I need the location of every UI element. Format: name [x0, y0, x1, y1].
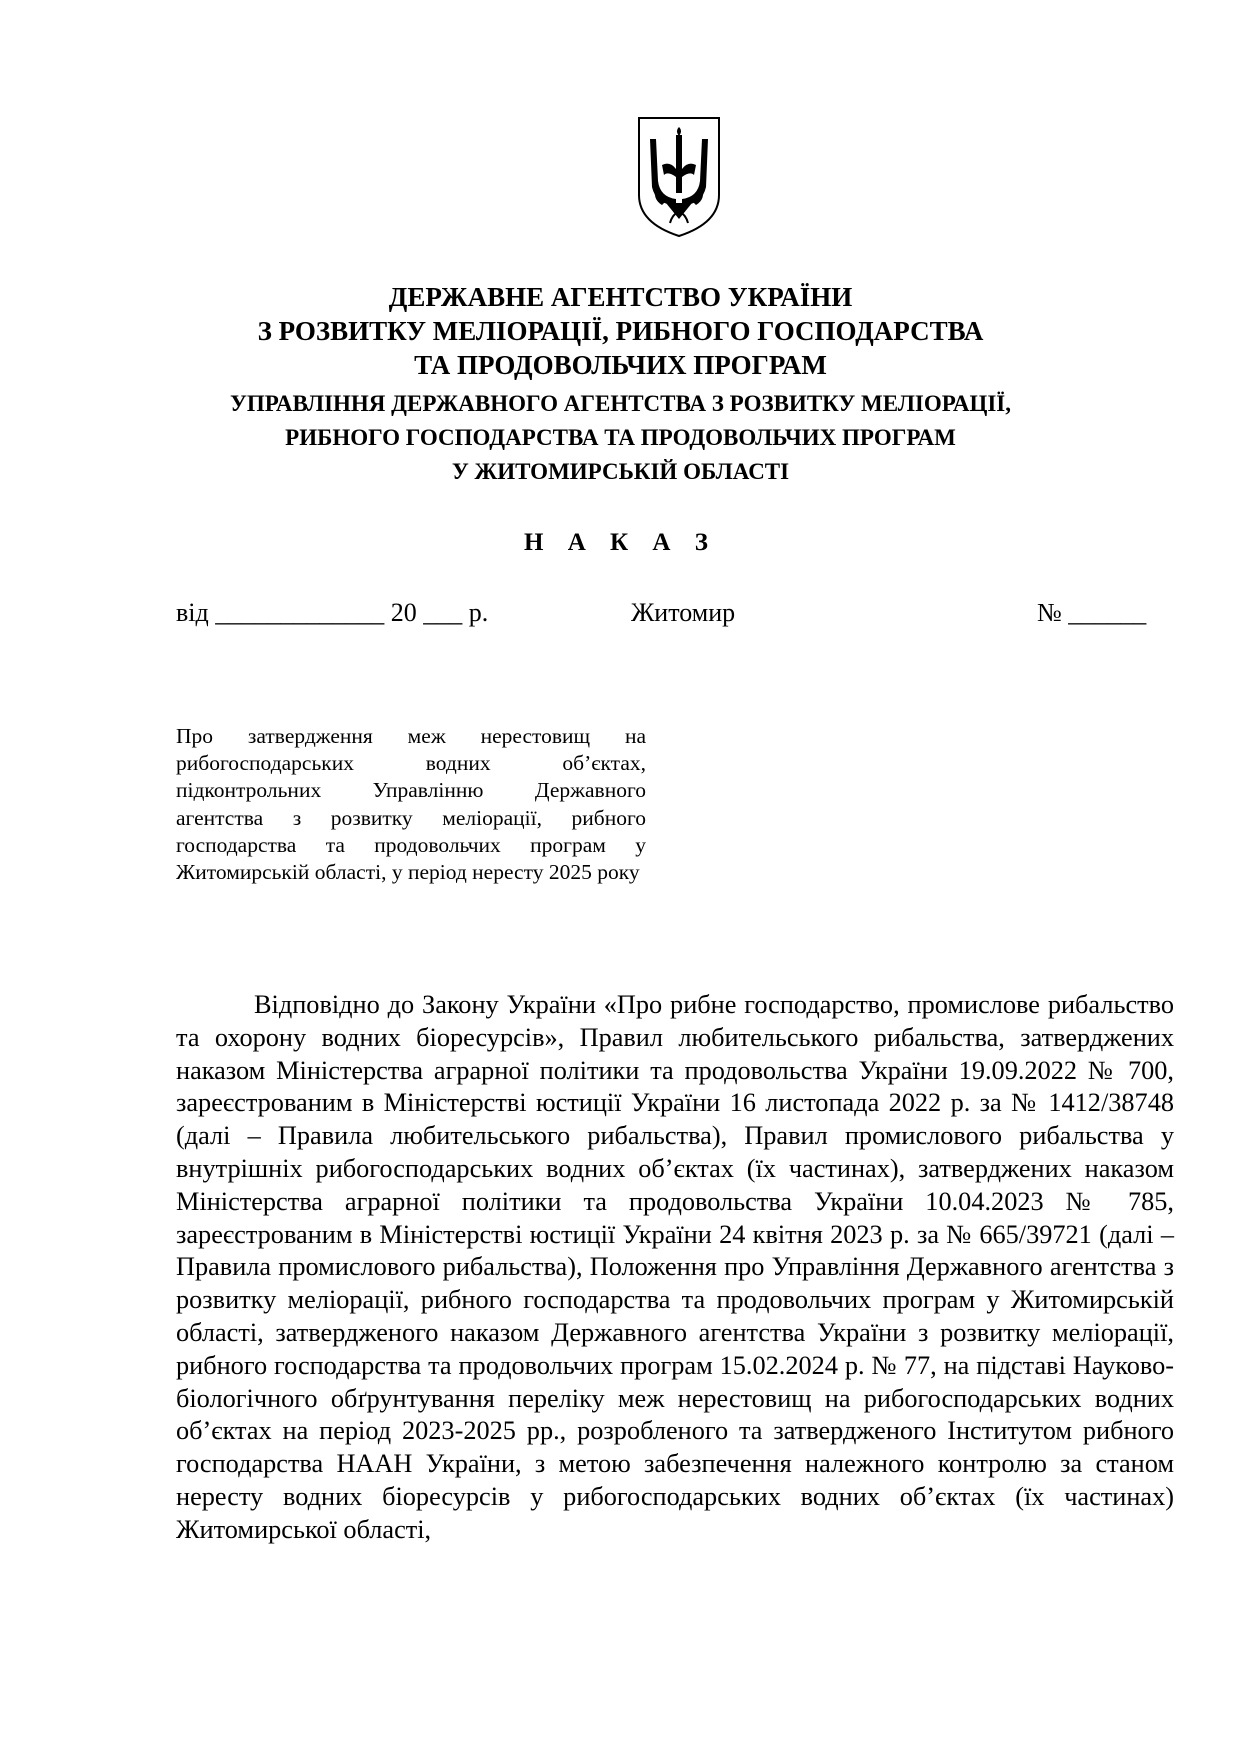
- department-title-line: РИБНОГО ГОСПОДАРСТВА ТА ПРОДОВОЛЬЧИХ ПРОГРАМ: [285, 425, 956, 450]
- document-type: Н А К А З: [524, 529, 717, 556]
- agency-title-line: З РОЗВИТКУ МЕЛІОРАЦІЇ, РИБНОГО ГОСПОДАРСТВА: [257, 316, 984, 346]
- order-subject: Про затвердження меж нерестовищ на рибогосподарських водних об’єктах, підконтрольних Управлінню Державного агентства з розвитку меліорації, рибного господарства та продовольчих програм у Житомирській області, у період нересту 2025 року: [176, 724, 646, 885]
- order-body-paragraph: Відповідно до Закону України «Про рибне господарство, промислове рибальство та охорону водних біоресурсів», Правил любительського рибальства, затверджених наказом Міністерства аграрної політики та продовольства України 19.09.2022 № 700, зареєстрованим в Міністерстві юстиції України 16 листопада 2022 р. за № 1412/38748 (далі – Правила любительського рибальства), Правил промислового рибальства у внутрішніх рибогосподарських водних об’єктах (їх частинах), затверджених наказом Міністерства аграрної політики та продовольства України 10.04.2023 № 785, зареєстрованим в Міністерстві юстиції України 24 квітня 2023 р. за № 665/39721 (далі – Правила промислового рибальства), Положення про Управління Державного агентства з розвитку меліорації, рибного господарства та продовольчих програм у Житомирській області, затвердженого наказом Державного агентства України з розвитку меліорації, рибного господарства та продовольчих програм 15.02.2024 р. № 77, на підставі Науково-біологічного обґрунтування переліку меж нерестовищ на рибогосподарських водних об’єктах на період 2023-2025 рр., розробленого та затвердженого Інститутом рибного господарства НААН України, з метою забезпечення належного контролю за станом нересту водних біоресурсів у рибогосподарських водних об’єктах (їх частинах) Житомирської області,: [176, 990, 1174, 1544]
- department-title-line: УПРАВЛІННЯ ДЕРЖАВНОГО АГЕНТСТВА З РОЗВИТКУ МЕЛІОРАЦІЇ,: [229, 391, 1011, 416]
- trident-coat-of-arms-icon: [636, 115, 722, 239]
- coat-of-arms-emblem: [636, 115, 722, 239]
- department-title-line: У ЖИТОМИРСЬКІЙ ОБЛАСТІ: [451, 459, 790, 484]
- agency-title: [0, 280, 1241, 382]
- agency-title-line: ТА ПРОДОВОЛЬЧИХ ПРОГРАМ: [414, 350, 827, 380]
- order-city: Житомир: [631, 598, 736, 627]
- order-date-field: від _____________ 20 ___ р.: [176, 598, 489, 627]
- order-number-field: № ______: [1037, 598, 1147, 627]
- agency-title-line: ДЕРЖАВНЕ АГЕНТСТВО УКРАЇНИ: [388, 282, 853, 312]
- department-title: [0, 387, 1241, 489]
